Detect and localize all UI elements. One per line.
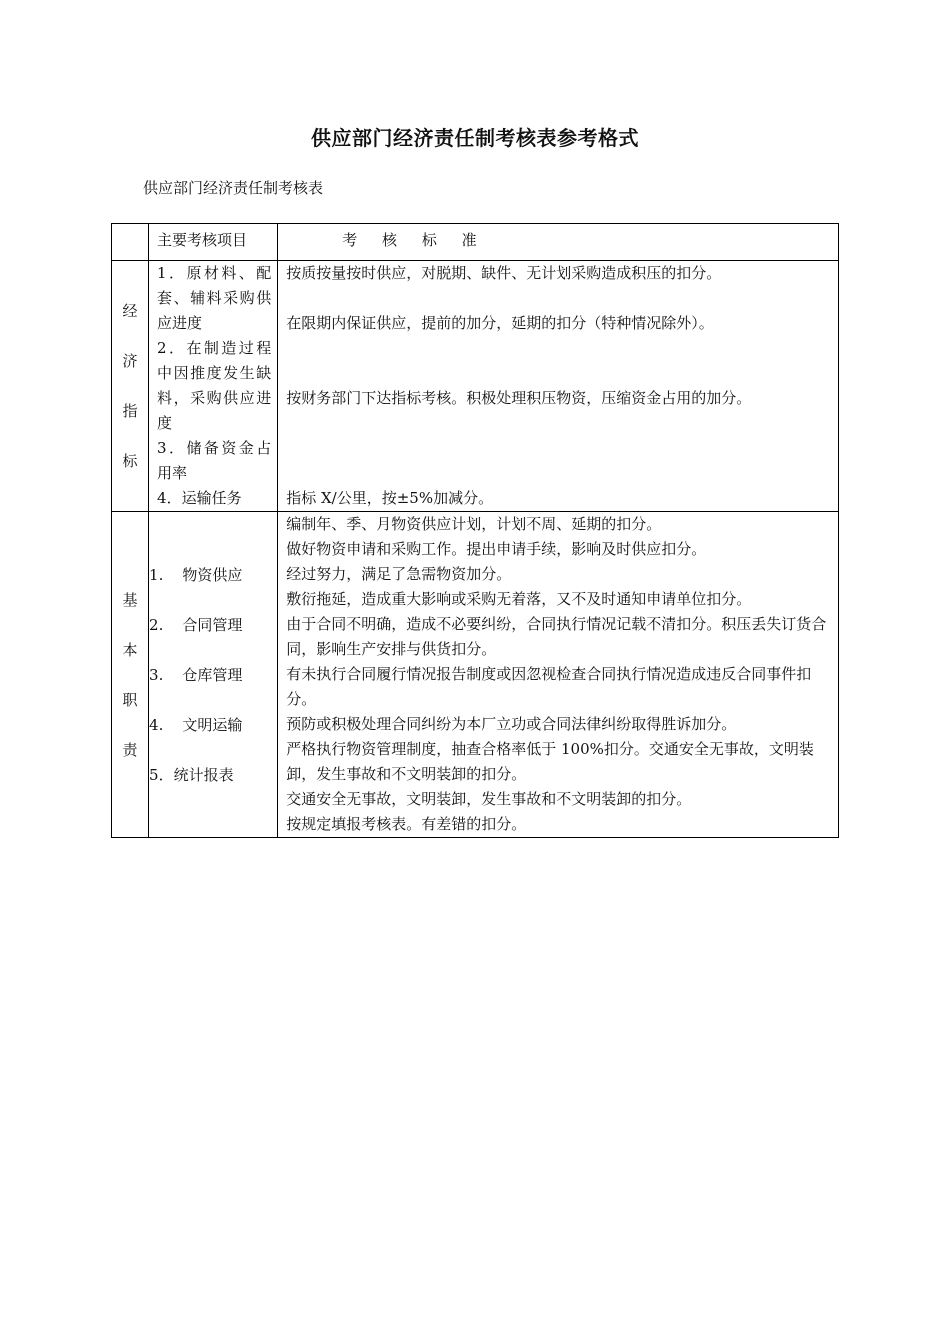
section-label-char: 经 bbox=[122, 302, 138, 320]
standard-line: 由于合同不明确，造成不必要纠纷，合同执行情况记载不清扣分。积压丢失订货合同，影响生产安排与供货扣分。 bbox=[286, 615, 827, 658]
standard-line: 敷衍拖延，造成重大影响或采购无着落，又不及时通知申请单位扣分。 bbox=[286, 590, 752, 608]
standard-line: 做好物资申请和采购工作。提出申请手续，影响及时供应扣分。 bbox=[286, 540, 707, 558]
header-standard-label bbox=[278, 224, 838, 251]
list-item: 3. 仓库管理 bbox=[149, 665, 243, 684]
header-item-cell bbox=[149, 224, 278, 261]
standard-line: 按质按量按时供应，对脱期、缺件、无计划采购造成积压的扣分。 bbox=[286, 264, 722, 282]
list-item: 5．统计报表 bbox=[149, 765, 234, 784]
section-label-char: 指 bbox=[122, 402, 138, 420]
header-standard-char: 考 bbox=[342, 231, 359, 249]
table-row-economic bbox=[112, 261, 839, 512]
standards-cell-basic-duties bbox=[278, 512, 839, 838]
list-item: 1. 物资供应 bbox=[149, 565, 243, 584]
section-label-char: 济 bbox=[122, 352, 138, 370]
header-item-label: 主要考核项目 bbox=[157, 231, 248, 249]
table-row-basic-duties bbox=[112, 512, 839, 838]
section-label-basic-duties bbox=[112, 512, 149, 838]
list-item: 3．储备资金占用率 bbox=[157, 439, 272, 482]
standard-line: 预防或积极处理合同纠纷为本厂立功或合同法律纠纷取得胜诉加分。 bbox=[286, 715, 737, 733]
document-title: 供应部门经济责任制考核表参考格式 bbox=[311, 126, 639, 150]
section-label-char: 责 bbox=[122, 740, 138, 759]
section-label-economic bbox=[112, 261, 149, 512]
standard-list bbox=[278, 512, 838, 837]
list-item: 1．原材料、配套、辅料采购供应进度 bbox=[157, 264, 272, 332]
list-item: 2．在制造过程中因推度发生缺料，采购供应进度 bbox=[157, 339, 272, 432]
header-standard-char: 准 bbox=[461, 231, 478, 249]
standard-line: 按财务部门下达指标考核。积极处理积压物资，压缩资金占用的加分。 bbox=[286, 389, 752, 407]
standard-line: 按规定填报考核表。有差错的扣分。 bbox=[286, 815, 527, 833]
item-list bbox=[149, 261, 277, 511]
list-item: 4. 文明运输 bbox=[149, 715, 243, 734]
table-header-row bbox=[112, 224, 839, 261]
items-cell-economic bbox=[149, 261, 278, 512]
section-label-char: 职 bbox=[122, 690, 138, 709]
header-standard-char: 标 bbox=[421, 231, 438, 249]
section-label-char: 本 bbox=[122, 640, 138, 659]
standard-line: 有未执行合同履行情况报告制度或因忽视检查合同执行情况造成违反合同事件扣分。 bbox=[286, 665, 812, 708]
standard-list bbox=[278, 261, 838, 511]
standard-line: 经过努力，满足了急需物资加分。 bbox=[286, 565, 512, 583]
assessment-table bbox=[111, 223, 839, 838]
standards-cell-economic bbox=[278, 261, 839, 512]
header-standard-char: 核 bbox=[382, 231, 399, 249]
standard-line: 编制年、季、月物资供应计划，计划不周、延期的扣分。 bbox=[286, 515, 662, 533]
section-label-char: 基 bbox=[122, 590, 138, 609]
list-item: 4．运输任务 bbox=[157, 489, 242, 507]
table-caption: 供应部门经济责任制考核表 bbox=[143, 179, 324, 197]
standard-line: 严格执行物资管理制度，抽查合格率低于 100%扣分。交通安全无事故，文明装卸，发生事故和不文明装卸的扣分。 bbox=[286, 740, 814, 783]
header-standard-cell bbox=[278, 224, 839, 261]
standard-line: 在限期内保证供应，提前的加分，延期的扣分（特种情况除外）。 bbox=[286, 314, 714, 332]
header-blank-cell bbox=[112, 224, 149, 261]
list-item: 2. 合同管理 bbox=[149, 615, 243, 634]
section-label-char: 标 bbox=[122, 452, 138, 470]
items-cell-basic-duties bbox=[149, 512, 278, 838]
standard-line: 交通安全无事故，文明装卸，发生事故和不文明装卸的扣分。 bbox=[286, 790, 692, 808]
standard-line: 指标 X/公里，按±5%加减分。 bbox=[286, 489, 494, 507]
